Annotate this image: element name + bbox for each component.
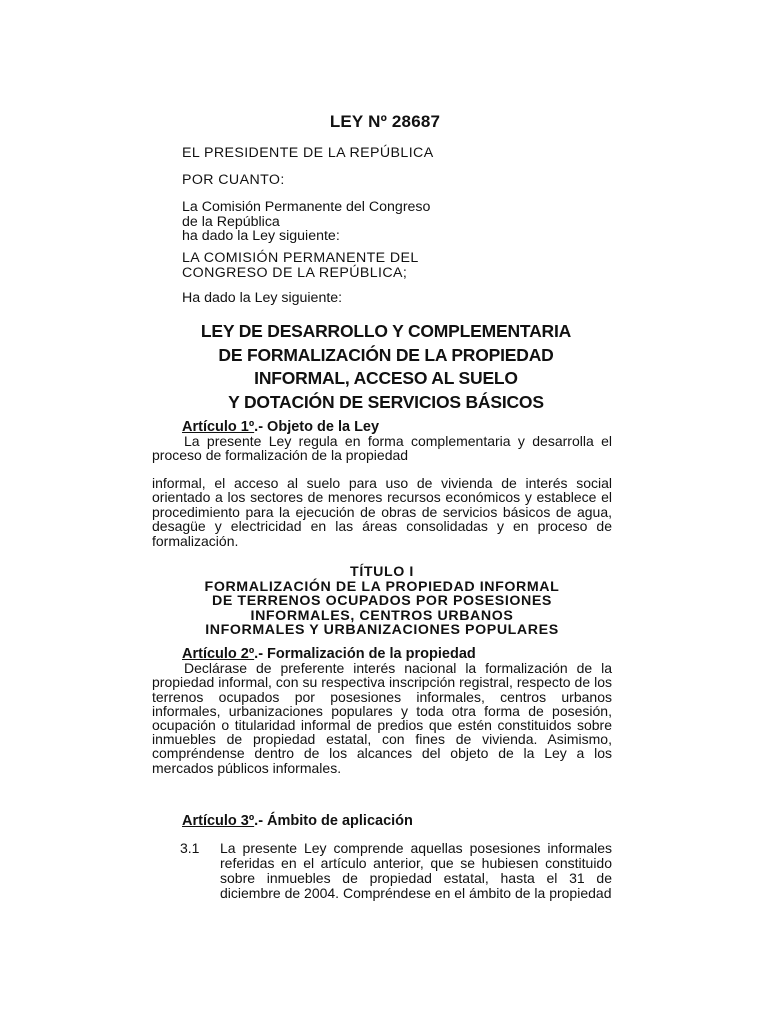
law-title-line: INFORMAL, ACCESO AL SUELO: [254, 368, 518, 388]
president-line: EL PRESIDENTE DE LA REPÚBLICA: [182, 145, 434, 161]
law-number: LEY Nº 28687: [329, 112, 441, 131]
law-title-line: Y DOTACIÓN DE SERVICIOS BÁSICOS: [228, 391, 544, 412]
article-1-label: Artículo 1º: [182, 419, 255, 435]
article-1-title: .- Objeto de la Ley: [254, 419, 380, 435]
titulo-line: DE TERRENOS OCUPADOS POR POSESIONES: [211, 593, 552, 610]
commission-line: ha dado la Ley siguiente:: [182, 228, 340, 245]
dado-line: Ha dado la Ley siguiente:: [182, 290, 343, 306]
article-1-text-part1: La presente Ley regula en forma complementaria y desarrolla el proceso de formalización de la propiedad: [152, 433, 612, 464]
article-3-heading: [152, 814, 612, 828]
article-2: [152, 647, 612, 775]
article-2-text: Declárase de preferente interés nacional la formalización de la propiedad informal, con su respectiva inscripción registral, respecto de los terrenos ocupados por posesiones informales, centros urbanos informales, urbanizaciones populares y toda otra forma de posesión, ocupación o titularidad informal de predios que estén constituidos sobre inmuebles de propiedad estatal, con fines de vivienda. Asimismo, compréndense dentro de los alcances del objeto de la Ley a los mercados públicos informales.: [152, 660, 612, 776]
article-2-heading: [152, 647, 612, 661]
law-title: [150, 320, 622, 414]
por-cuanto: POR CUANTO:: [182, 172, 285, 188]
titulo-label: TÍTULO I: [350, 564, 414, 580]
commission-caps: [182, 251, 419, 280]
commission-caps-line: LA COMISIÓN PERMANENTE DEL: [182, 250, 419, 266]
commission-line: de la República: [182, 213, 280, 230]
titulo-heading: [152, 565, 612, 638]
article-1-heading: [152, 420, 612, 434]
article-1: [152, 420, 612, 463]
item-number: 3.1: [180, 840, 200, 856]
article-2-label: Artículo 2º: [182, 646, 255, 662]
law-title-line: LEY DE DESARROLLO Y COMPLEMENTARIA: [200, 321, 572, 341]
article-3: [152, 814, 612, 828]
article-2-title: .- Formalización de la propiedad: [254, 646, 476, 662]
commission-caps-line: CONGRESO DE LA REPÚBLICA;: [182, 264, 408, 281]
titulo-line: INFORMALES Y URBANIZACIONES POPULARES: [205, 622, 559, 639]
article-1-continued: [152, 476, 612, 548]
titulo-line: INFORMALES, CENTROS URBANOS: [250, 607, 514, 624]
titulo-line: FORMALIZACIÓN DE LA PROPIEDAD INFORMAL: [204, 578, 560, 595]
commission-line: La Comisión Permanente del Congreso: [182, 199, 431, 215]
article-3-label: Artículo 3º: [182, 813, 255, 829]
commission-text: [182, 200, 430, 244]
article-1-text-part2: informal, el acceso al suelo para uso de vivienda de interés social orientado a los sectores de menores recursos económicos y establece el procedimiento para la ejecución de obras de servicios básicos de agua, desagüe y electricidad en las áreas consolidadas y en proceso de formalización.: [152, 475, 612, 549]
law-title-line: DE FORMALIZACIÓN DE LA PROPIEDAD: [218, 344, 554, 365]
article-3-title: .- Ámbito de aplicación: [254, 813, 413, 829]
item-text: La presente Ley comprende aquellas posesiones informales referidas en el artículo anterior, que se hubiesen constituido sobre inmuebles de propiedad estatal, hasta el 31 de diciembre de 2004. Compréndese en el ámbito de la propiedad: [220, 840, 612, 901]
